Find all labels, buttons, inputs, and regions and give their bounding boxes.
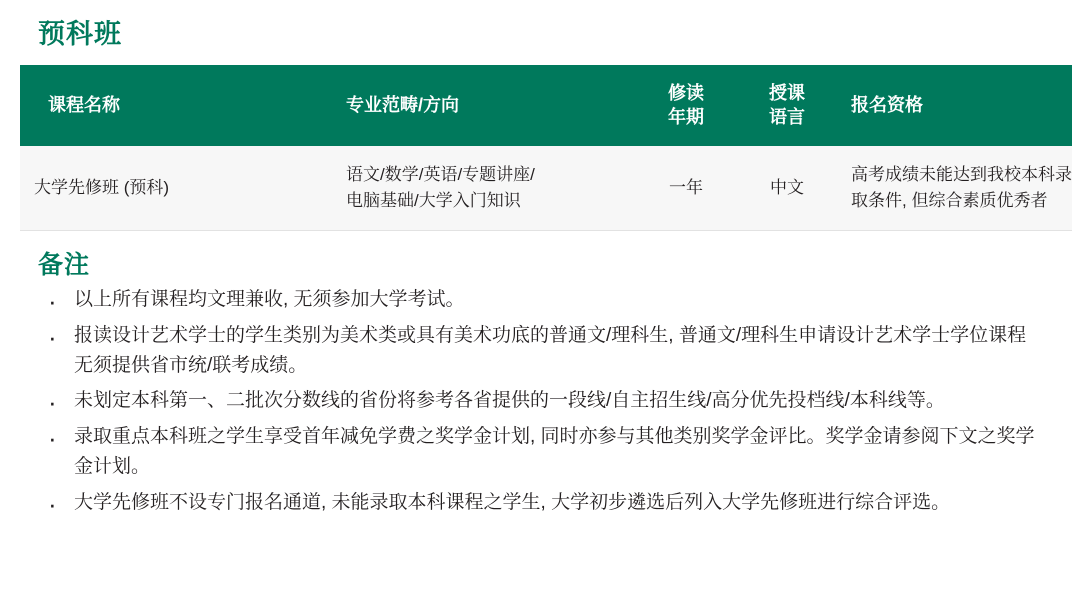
- column-header-requirement: 报名资格: [837, 65, 1072, 146]
- page-title: 预科班: [38, 19, 122, 49]
- table-header-row: [20, 65, 1072, 146]
- list-item: · 大学先修班不设专门报名通道, 未能录取本科课程之学生, 大学初步遴选后列入大学先修班进行综合评选。: [38, 488, 1052, 523]
- notes-title: 备注: [38, 251, 91, 280]
- column-header-years: [635, 65, 737, 146]
- column-header-language-line1: 授课: [769, 83, 805, 103]
- document-page: [0, 12, 1072, 609]
- column-header-language-line2: 语言: [769, 107, 805, 128]
- course-table: [20, 65, 1072, 231]
- column-header-years-line1: 修读: [668, 83, 704, 103]
- cell-course-name: 大学先修班 (预科): [20, 146, 332, 231]
- notes-list: [20, 285, 1052, 523]
- list-item: · 未划定本科第一、二批次分数线的省份将参考各省提供的一段线/自主招生线/高分优先投档线/本科线等。: [38, 386, 1052, 421]
- cell-scope-line2: 电脑基础/大学入门知识: [346, 190, 521, 210]
- column-header-course-name: 课程名称: [20, 65, 332, 146]
- table-row: [20, 146, 1072, 231]
- cell-scope: [332, 146, 635, 231]
- cell-language: 中文: [737, 146, 837, 231]
- list-item: · 以上所有课程均文理兼收, 无须参加大学考试。: [38, 285, 1052, 320]
- cell-years: 一年: [635, 146, 737, 231]
- cell-requirement-line1: 高考成绩未能达到我校本科录: [851, 164, 1072, 184]
- cell-requirement: [837, 146, 1072, 231]
- column-header-years-line2: 年期: [668, 107, 704, 128]
- cell-requirement-line2: 取条件, 但综合素质优秀者: [851, 190, 1048, 210]
- table-body: [20, 146, 1072, 231]
- table-header: [20, 65, 1072, 146]
- list-item: · 报读设计艺术学士的学生类别为美术类或具有美术功底的普通文/理科生, 普通文/理科生申请设计艺术学士学位课程无须提供省市统/联考成绩。: [38, 321, 1052, 387]
- list-item: · 录取重点本科班之学生享受首年减免学费之奖学金计划, 同时亦参与其他类别奖学金评比。奖学金请参阅下文之奖学金计划。: [38, 422, 1052, 488]
- column-header-language: [737, 65, 837, 146]
- column-header-scope: 专业范畴/方向: [332, 65, 635, 146]
- cell-scope-line1: 语文/数学/英语/专题讲座/: [346, 164, 535, 184]
